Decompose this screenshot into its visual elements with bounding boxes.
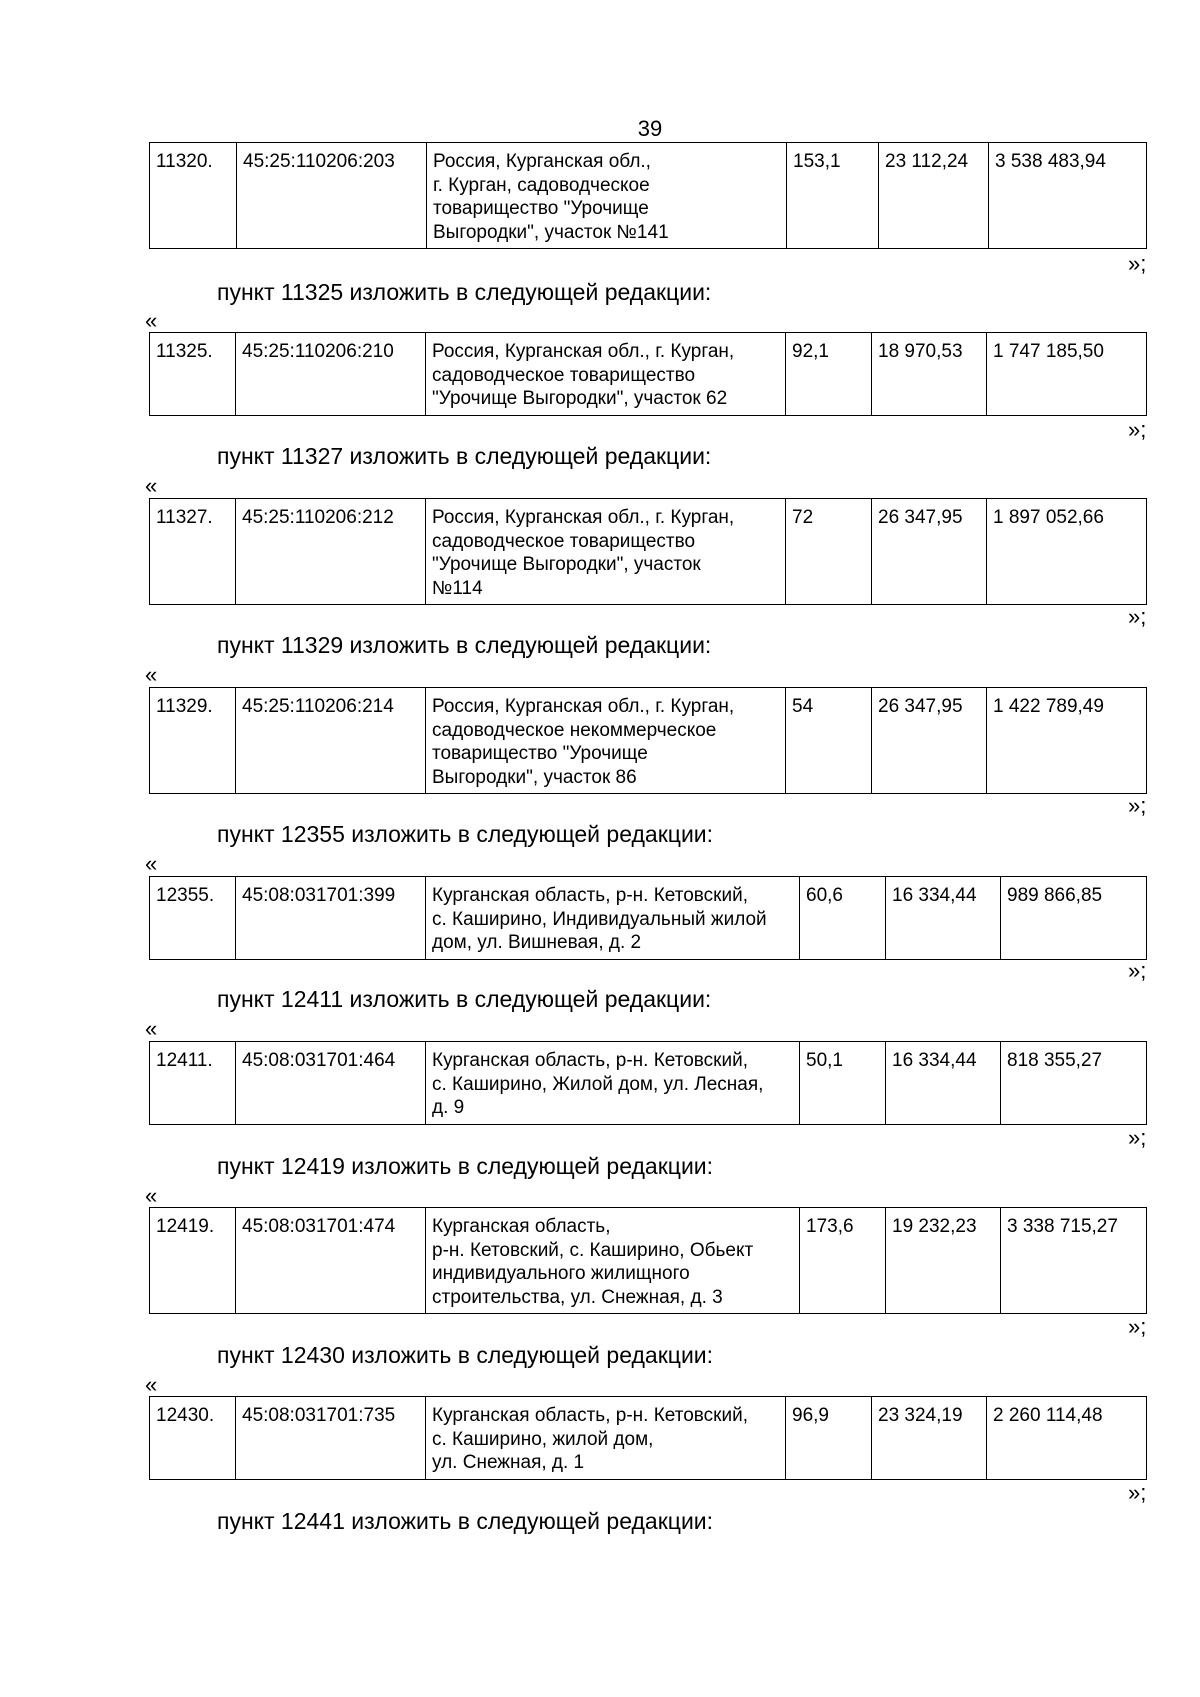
area: 50,1	[800, 1042, 886, 1125]
item-instruction: пункт 12441 изложить в следующей редакции:	[217, 1508, 714, 1534]
cadastral-number: 45:08:031701:735	[236, 1397, 426, 1480]
rate: 18 970,53	[872, 333, 987, 416]
address: Россия, Курганская обл., г. Курган, садоводческое товарищество "Урочище Выгородки", участок №114	[426, 499, 786, 605]
cadastral-number: 45:25:110206:203	[237, 143, 427, 249]
address: Курганская область, р-н. Кетовский, с. Каширино, Индивидуальный жилой дом, ул. Вишневая, д. 2	[426, 877, 800, 960]
closing-quote: »;	[1128, 604, 1147, 629]
rate: 16 334,44	[886, 1042, 1001, 1125]
item-instruction: пункт 11329 изложить в следующей редакции:	[217, 632, 712, 658]
item-instruction: пункт 11325 изложить в следующей редакции:	[217, 279, 712, 305]
row-number: 12419.	[150, 1208, 236, 1314]
area: 54	[786, 688, 872, 794]
opening-quote: «	[145, 662, 158, 687]
row-number: 12430.	[150, 1397, 236, 1480]
rate: 26 347,95	[872, 499, 987, 605]
table-row	[149, 1396, 1147, 1480]
value: 2 260 114,48	[987, 1397, 1147, 1480]
cadastral-number: 45:08:031701:464	[236, 1042, 426, 1125]
rate: 19 232,23	[886, 1208, 1001, 1314]
item-instruction: пункт 12430 изложить в следующей редакции:	[217, 1342, 714, 1368]
row-number: 11327.	[150, 499, 236, 605]
closing-quote: »;	[1128, 1125, 1147, 1150]
row-number: 11325.	[150, 333, 236, 416]
cadastral-number: 45:25:110206:212	[236, 499, 426, 605]
closing-quote: »;	[1128, 417, 1147, 442]
opening-quote: «	[145, 1372, 158, 1397]
opening-quote: «	[145, 1016, 158, 1041]
closing-quote: »;	[1128, 958, 1147, 983]
value: 1 897 052,66	[987, 499, 1147, 605]
closing-quote: »;	[1128, 251, 1147, 276]
row-number: 11320.	[150, 143, 237, 249]
table-row	[149, 332, 1147, 416]
cadastral-number: 45:25:110206:214	[236, 688, 426, 794]
rate: 23 324,19	[872, 1397, 987, 1480]
area: 72	[786, 499, 872, 605]
area: 60,6	[800, 877, 886, 960]
table-row	[149, 498, 1147, 605]
item-instruction: пункт 11327 изложить в следующей редакции:	[217, 443, 712, 469]
value: 989 866,85	[1001, 877, 1147, 960]
address: Курганская область, р-н. Кетовский, с. Каширино, Жилой дом, ул. Лесная, д. 9	[426, 1042, 800, 1125]
address: Курганская область, р-н. Кетовский, с. Каширино, Обьект индивидуального жилищного строительства, ул. Снежная, д. 3	[426, 1208, 800, 1314]
rate: 26 347,95	[872, 688, 987, 794]
page-number: 39	[637, 116, 663, 141]
item-instruction: пункт 12411 изложить в следующей редакции:	[217, 986, 712, 1012]
row-number: 11329.	[150, 688, 236, 794]
area: 92,1	[786, 333, 872, 416]
cadastral-number: 45:25:110206:210	[236, 333, 426, 416]
area: 153,1	[787, 143, 879, 249]
value: 3 538 483,94	[989, 143, 1147, 249]
area: 173,6	[800, 1208, 886, 1314]
item-instruction: пункт 12355 изложить в следующей редакции:	[217, 821, 714, 847]
closing-quote: »;	[1128, 793, 1147, 818]
opening-quote: «	[145, 473, 158, 498]
closing-quote: »;	[1128, 1314, 1147, 1339]
opening-quote: «	[145, 851, 158, 876]
table-row	[149, 876, 1147, 960]
value: 1 747 185,50	[987, 333, 1147, 416]
address: Россия, Курганская обл., г. Курган, садоводческое товарищество "Урочище Выгородки", участок 62	[426, 333, 786, 416]
table-row	[149, 142, 1147, 249]
value: 818 355,27	[1001, 1042, 1147, 1125]
cadastral-number: 45:08:031701:399	[236, 877, 426, 960]
row-number: 12355.	[150, 877, 236, 960]
value: 3 338 715,27	[1001, 1208, 1147, 1314]
table-row	[149, 1041, 1147, 1125]
value: 1 422 789,49	[987, 688, 1147, 794]
item-instruction: пункт 12419 изложить в следующей редакции:	[217, 1153, 714, 1179]
rate: 23 112,24	[879, 143, 989, 249]
opening-quote: «	[145, 308, 158, 333]
area: 96,9	[786, 1397, 872, 1480]
address: Россия, Курганская обл., г. Курган, садоводческое некоммерческое товарищество "Урочище Выгородки", участок 86	[426, 688, 786, 794]
table-row	[149, 687, 1147, 794]
table-row	[149, 1207, 1147, 1314]
row-number: 12411.	[150, 1042, 236, 1125]
rate: 16 334,44	[886, 877, 1001, 960]
address: Россия, Курганская обл., г. Курган, садоводческое товарищество "Урочище Выгородки", участок №141	[427, 143, 787, 249]
closing-quote: »;	[1128, 1480, 1147, 1505]
opening-quote: «	[145, 1183, 158, 1208]
cadastral-number: 45:08:031701:474	[236, 1208, 426, 1314]
address: Курганская область, р-н. Кетовский, с. Каширино, жилой дом, ул. Снежная, д. 1	[426, 1397, 786, 1480]
